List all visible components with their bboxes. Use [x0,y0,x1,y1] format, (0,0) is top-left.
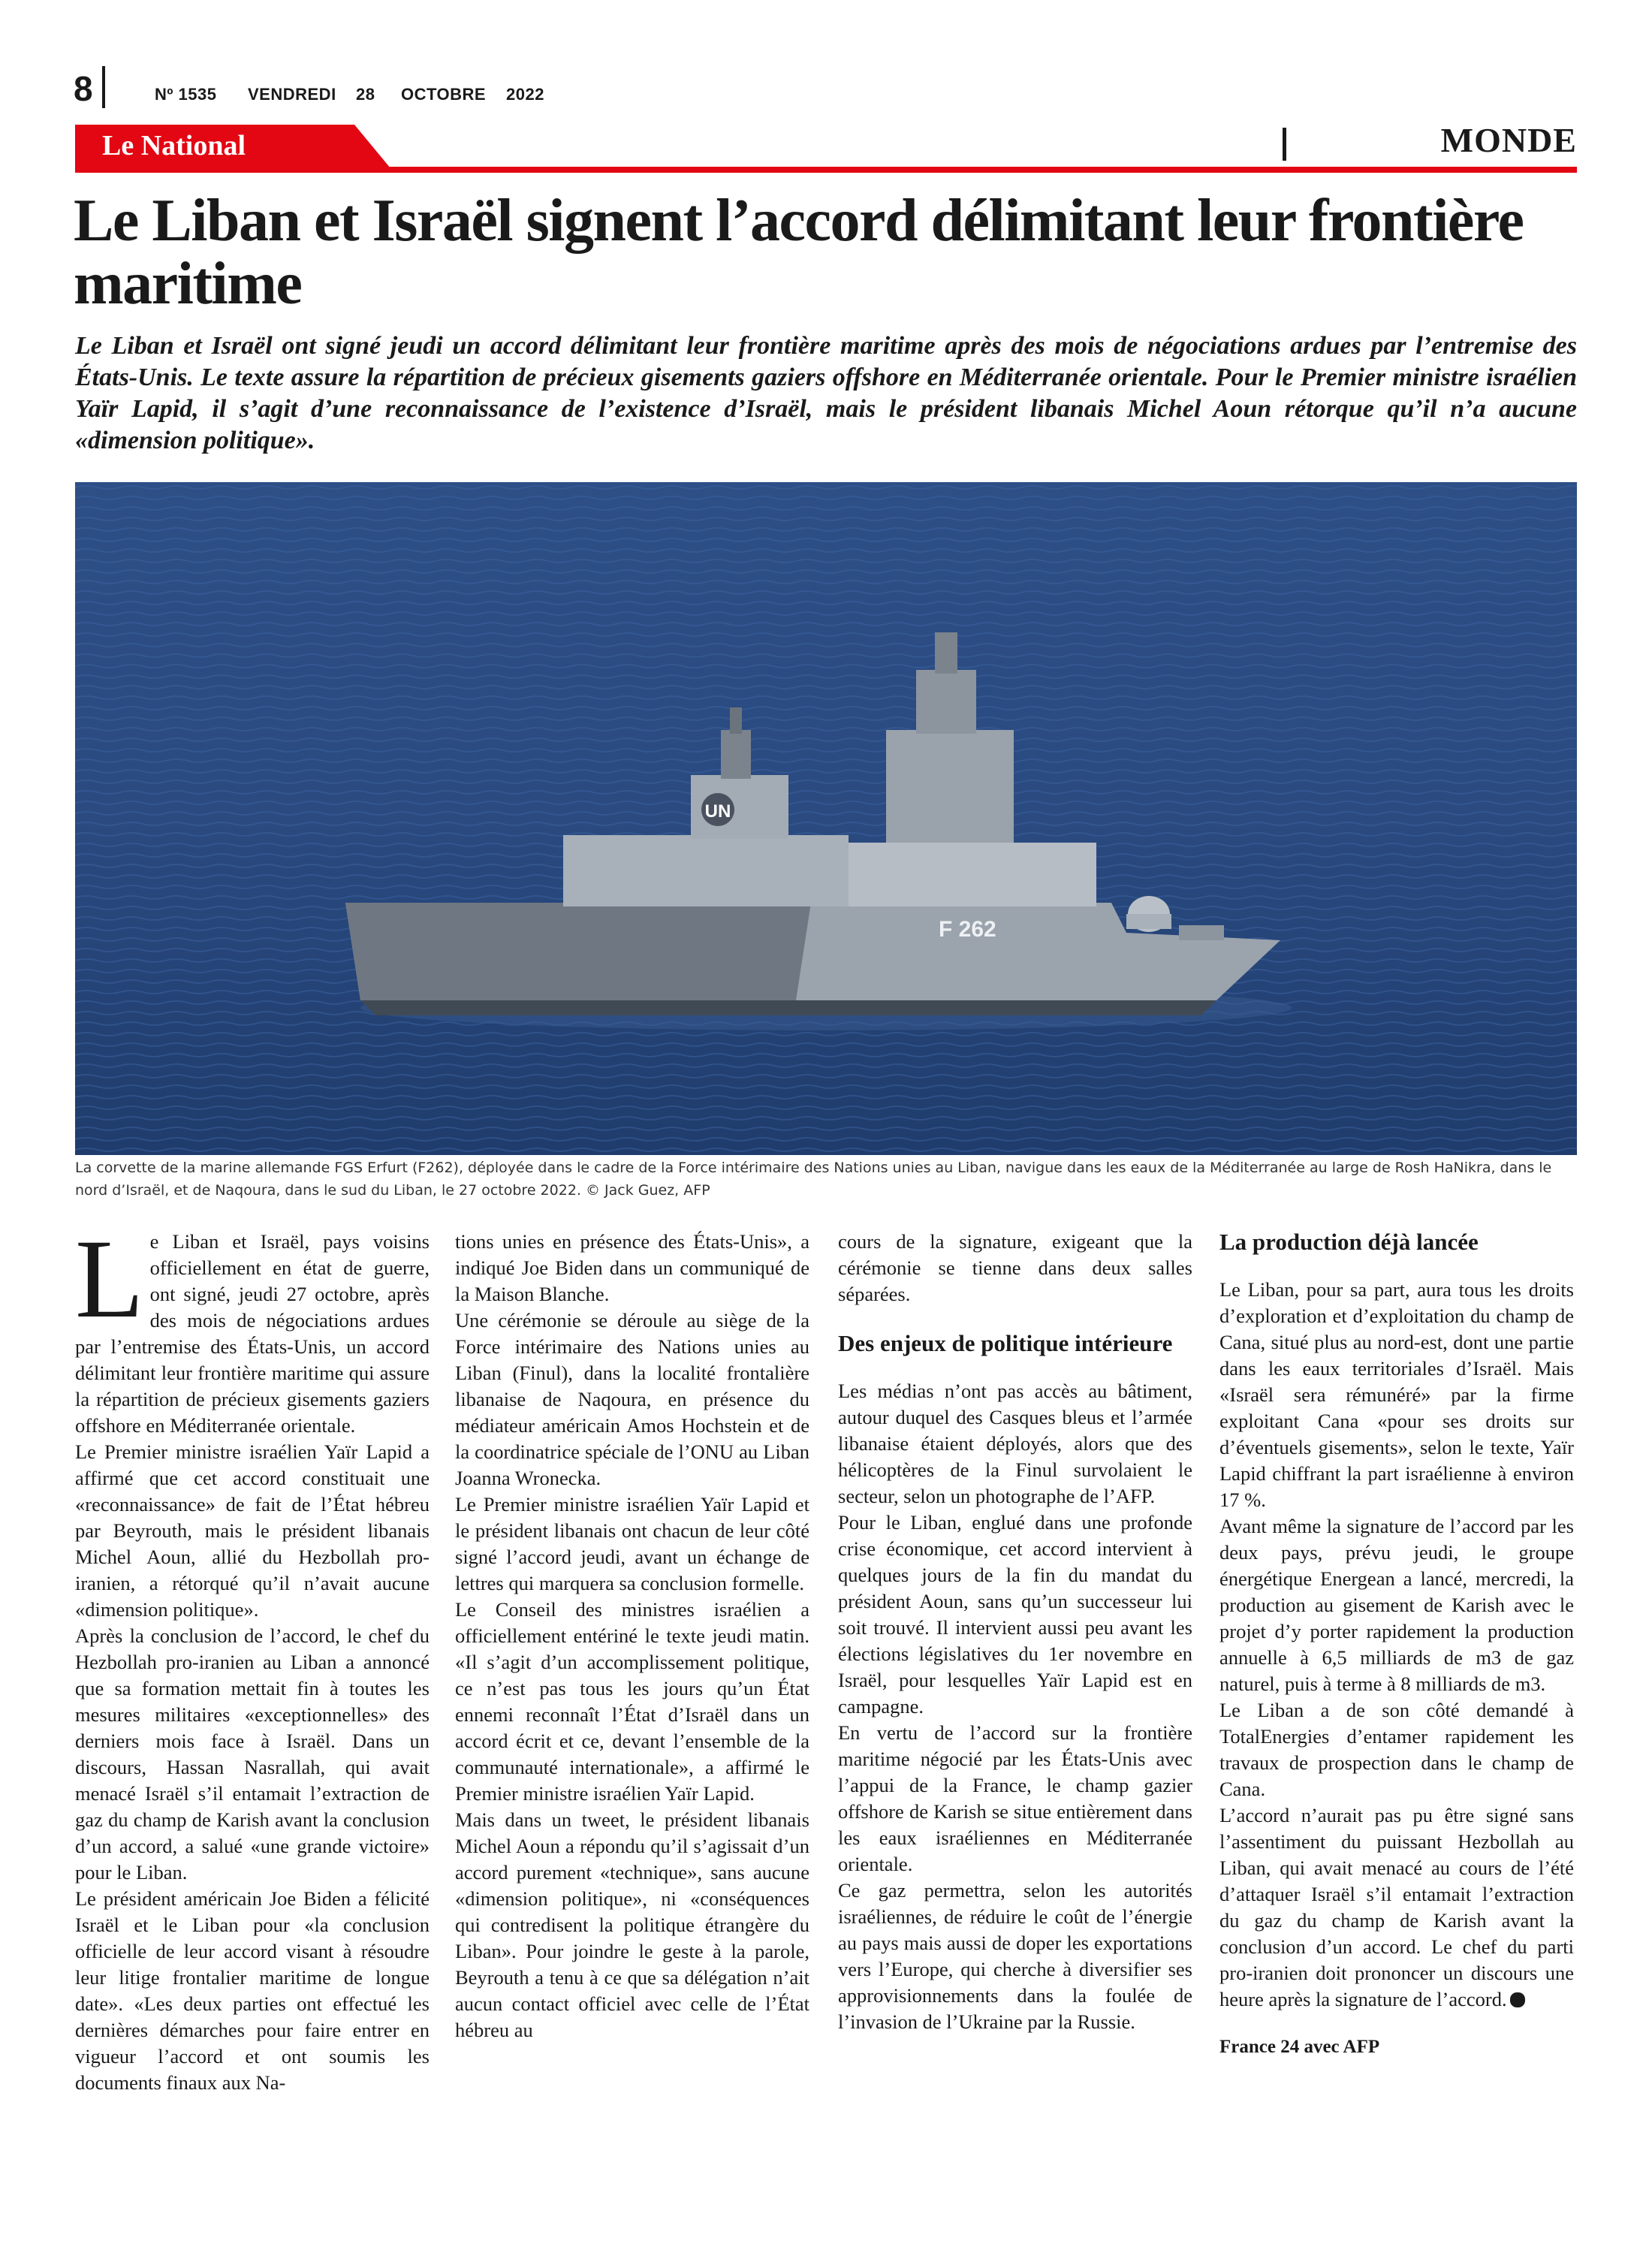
subheading: La production déjà lancée [1219,1229,1479,1255]
section-label: MONDE [1440,121,1577,159]
column-1 [75,1217,430,2096]
paragraph: Mais dans un tweet, le président libanais Michel Aoun a répondu qu’il s’agissait d’un accord purement «technique», sans aucune «dimension politique», ni «conséquences qui contredisent la politique étrangère du Liban». Pour joindre le geste à la parole, Beyrouth a tenu à ce que sa délégation n’ait aucun contact officiel avec celle de l’État hébreu au [455,1808,809,2041]
paragraph: Le Premier ministre israélien Yaïr Lapid a affirmé que cet accord constituait une «reconnaissance» de fait de l’État hébreu par Beyrouth, mais le président libanais Michel Aoun, allié du Hezbollah pro-iranien, a rétorqué qu’il n’avait aucune «dimension politique». [75,1440,430,1621]
paragraph: Le Liban, pour sa part, aura tous les droits d’exploration et d’exploitation du champ de Cana, situé plus au nord-est, dont une partie dans les eaux territoriales d’Israël. Mais «Israël sera rémunéré» par la firme exploitant Cana «pour ses droits sur d’éventuels gisements», selon le texte, Yaïr Lapid chiffrant la part israélienne à environ 17 %. [1219,1278,1574,1511]
lede: Le Liban et Israël ont signé jeudi un accord délimitant leur frontière maritime après des mois de négociations ardues par l’entremise des États-Unis. Le texte assure la répartition de précieux gisements gaziers offshore en Méditerranée orientale. Pour le Premier ministre israélien Yaïr Lapid, il s’agit d’une reconnaissance de l’existence d’Israël, mais le président libanais Michel Aoun rétorque qu’il n’a aucune «dimension politique». [75,332,1577,454]
column-2 [455,1229,809,2043]
header-rule [75,167,1577,173]
paragraph: Une cérémonie se déroule au siège de la Force intérimaire des Nations unies au Liban (Finul), dans la localité frontalière libanaise de Naqoura, en présence du médiateur américain Amos Hochstein et de la coordinatrice spéciale de l’ONU au Liban Joanna Wronecka. [455,1309,809,1489]
paragraph: cours de la signature, exigeant que la cérémonie se tienne dans deux salles séparées. [838,1230,1192,1305]
paragraph: Avant même la signature de l’accord par les deux pays, prévu jeudi, le groupe énergétique Energean a lancé, mercredi, la production au gisement de Karish avec le projet d’y porter rapidement la production annuelle à 6,5 milliards de m3 de gaz naturel, puis à terme à 8 milliards de m3. [1219,1515,1574,1695]
paragraph: Après la conclusion de l’accord, le chef du Hezbollah pro-iranien au Liban a annoncé que sa formation mettait fin à toutes les mesures militaires «exceptionnelles» des derniers mois face à Israël. Dans un discours, Hassan Nasrallah, qui avait menacé Israël s’il entamait l’extraction de gaz du champ de Karish avant la conclusion d’un accord, a salué «une grande victoire» pour le Liban. [75,1624,430,1884]
paragraph: Le président américain Joe Biden a félicité Israël et le Liban pour «la conclusion officielle de leur accord visant à résoudre leur litige frontalier maritime de longue date». «Les deux parties ont effectué les dernières démarches pour faire entrer en vigueur l’accord et ont soumis les documents finaux aux Na- [75,1887,430,2094]
corvette-illustration [75,482,1577,1155]
paragraph: En vertu de l’accord sur la frontière maritime négocié par les États-Unis avec l’appui de la France, le champ gazier offshore de Karish se situe entièrement dans les eaux israéliennes en Méditerranée orientale. [838,1721,1192,1875]
paragraph: Le Premier ministre israélien Yaïr Lapid et le président libanais ont chacun de leur côté signé l’accord jeudi, avant un échange de lettres qui marquera sa conclusion formelle. [455,1493,809,1594]
subheading: Des enjeux de politique intérieure [838,1330,1173,1356]
column-3 [838,1229,1192,2035]
weekday: VENDREDI [248,85,336,104]
year: 2022 [506,85,544,104]
paragraph: Le Liban a de son côté demandé à TotalEnergies d’entamer rapidement les travaux de prospection dans le champ de Cana. [1219,1699,1574,1800]
paragraph: tions unies en présence des États-Unis», a indiqué Joe Biden dans un communiqué de la Maison Blanche. [455,1230,809,1305]
issue-number: Nº 1535 [155,85,217,104]
paragraph: Pour le Liban, englué dans une profonde crise économique, cet accord intervient à quelques jours de la fin du mandat du président Aoun, sans qu’un successeur lui soit trouvé. Il intervient aussi peu avant les élections législatives du 1er novembre en Israël, pour lesquelles Yaïr Lapid est en campagne. [838,1511,1192,1718]
paragraph: e Liban et Israël, pays voisins officiellement en état de guerre, ont signé, jeudi 27 octobre, après des mois de négociations ardues par l’entremise des États-Unis, un accord délimitant leur frontière maritime qui assure la répartition de précieux gisements gaziers offshore en Méditerranée orientale. [75,1230,430,1437]
paragraph: Les médias n’ont pas accès au bâtiment, autour duquel des Casques bleus et l’armée libanaise étaient déployés, alors que des hélicoptères de la Finul survolaient le secteur, selon un photographe de l’AFP. [838,1380,1192,1507]
article-credit: France 24 avec AFP [1219,2037,1380,2057]
ship-photo [75,482,1577,1155]
page-number-divider [102,66,105,108]
un-marking: UN [704,801,731,822]
hull-number: F 262 [939,917,996,942]
brand-name: Le National [102,130,246,161]
day: 28 [356,85,375,104]
paragraph: Le Conseil des ministres israélien a officiellement entériné le texte jeudi matin. «Il s’agit d’un accomplissement politique, ce n’est pas tous les jours qu’un État ennemi reconnaît l’État d’Israël dans un accord écrit et ce, devant l’ensemble de la communauté internationale», a affirmé le Premier ministre israélien Yaïr Lapid. [455,1598,809,1805]
page-number: 8 [74,69,93,108]
headline: Le Liban et Israël signent l’accord délimitant leur frontière maritime [74,188,1524,317]
paragraph [1219,1802,1574,2013]
column-4 [1219,1229,1574,2060]
paragraph: Ce gaz permettra, selon les autorités israéliennes, de réduire le coût de l’énergie au pays mais aussi de doper les exportations vers l’Europe, qui cherche à diversifier ses approvisionnements dans la foulée de l’invasion de l’Ukraine par la Russie. [838,1879,1192,2033]
paragraph-text: L’accord n’aurait pas pu être signé sans l’assentiment du puissant Hezbollah au Liban, qui avait menacé au cours de l’été d’attaquer Israël s’il entamait l’extraction du gaz du champ de Karish avant la conclusion d’un accord. Le chef du parti pro-iranien doit prononcer un discours une heure après la signature de l’accord. [1219,1804,1574,2010]
month: OCTOBRE [401,85,487,104]
section-divider [1283,128,1286,161]
photo-caption: La corvette de la marine allemande FGS Erfurt (F262), déployée dans le cadre de la Force intérimaire des Nations unies au Liban, navigue dans les eaux de la Méditerranée au large de Rosh HaNikra, dans le nord d’Israël, et de Naqoura, dans le sud du Liban, le 27 octobre 2022. © Jack Guez, AFP [75,1160,1552,1199]
drop-cap: L [75,1217,144,1341]
end-of-article-icon [1510,1992,1525,2007]
